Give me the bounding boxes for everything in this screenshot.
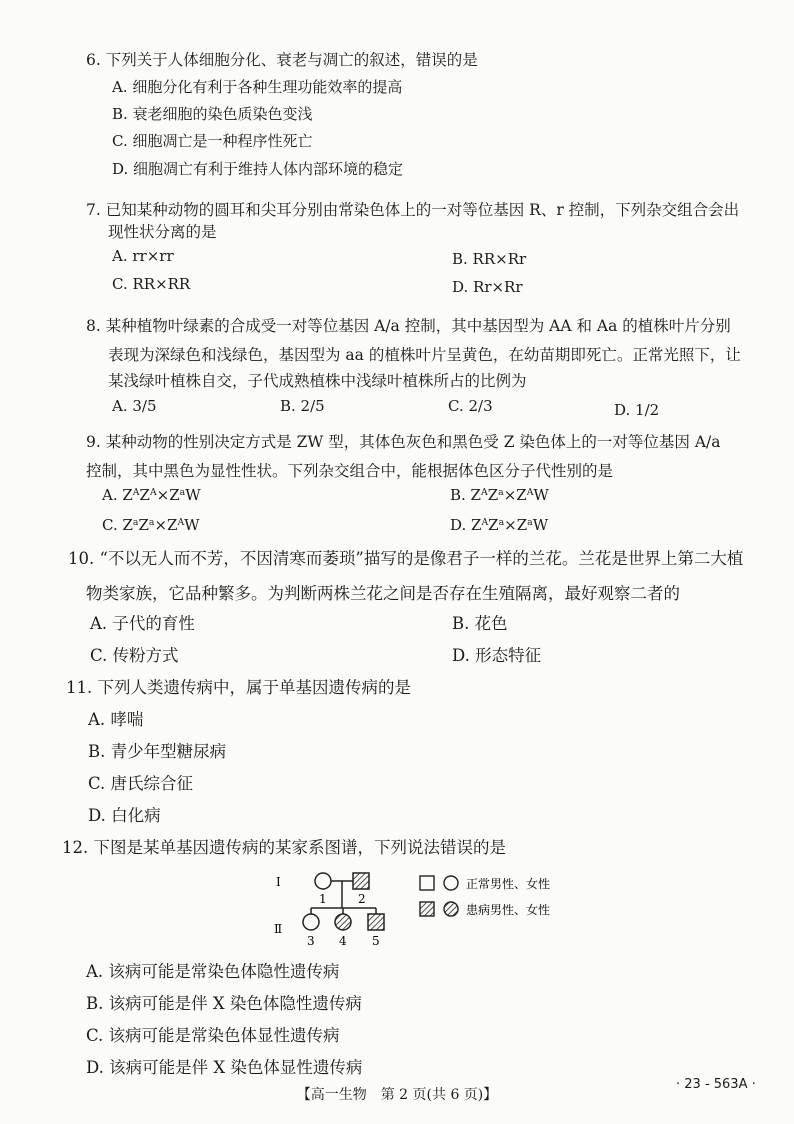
legend-affected-label: 患病男性、女性 — [466, 903, 551, 917]
individual-2-affected-male — [353, 873, 369, 889]
q9-option-d: D. $Z^AZ^a\times Z^aW$ — [450, 516, 549, 534]
q8-option-c: C. 2/3 — [448, 397, 493, 415]
individual-1-normal-female — [315, 873, 331, 889]
q12-option-d: D. 该病可能是伴 X 染色体显性遗传病 — [86, 1058, 363, 1077]
q12-option-b: B. 该病可能是伴 X 染色体隐性遗传病 — [86, 994, 362, 1013]
q7-stem-line2: 现性状分离的是 — [108, 223, 217, 241]
q6-option-c: C. 细胞凋亡是一种程序性死亡 — [112, 132, 313, 150]
q10-stem-line1: 10. “不以无人而不芳，不因清寒而萎琐”描写的是像君子一样的兰花。兰花是世界上第二大植 — [68, 549, 744, 568]
q9-option-c: C. $Z^aZ^a\times Z^AW$ — [102, 516, 200, 534]
generation-1-label: I — [276, 875, 281, 889]
legend-affected-male-icon — [420, 902, 434, 916]
q9-stem-line1: 9. 某种动物的性别决定方式是 ZW 型，其体色灰色和黑色受 Z 染色体上的一对等位基因 A/a — [86, 433, 721, 451]
q12-option-a: A. 该病可能是常染色体隐性遗传病 — [86, 962, 340, 981]
q10-option-b: B. 花色 — [452, 614, 508, 633]
q11-stem: 11. 下列人类遗传病中，属于单基因遗传病的是 — [66, 678, 411, 697]
legend-normal-female-icon — [444, 876, 458, 890]
individual-3-normal-female — [303, 914, 319, 930]
q7-option-c: C. RR×RR — [112, 275, 191, 293]
individual-1-number: 1 — [319, 892, 327, 906]
q11-option-b: B. 青少年型糖尿病 — [88, 742, 227, 761]
q9-stem-line2: 控制，其中黑色为显性性状。下列杂交组合中，能根据体色区分子代性别的是 — [86, 462, 614, 480]
individual-5-number: 5 — [372, 934, 380, 948]
q7-option-a: A. rr×rr — [112, 247, 174, 265]
q8-option-a: A. 3/5 — [112, 397, 157, 415]
individual-2-number: 2 — [358, 892, 366, 906]
individual-5-affected-male — [368, 914, 384, 930]
q8-option-b: B. 2/5 — [280, 397, 325, 415]
q7-option-d: D. Rr×Rr — [452, 278, 523, 296]
q6-stem: 6. 下列关于人体细胞分化、衰老与凋亡的叙述，错误的是 — [86, 51, 478, 69]
exam-code: · 23 - 563A · — [676, 1077, 756, 1092]
individual-4-affected-female — [335, 914, 351, 930]
q10-option-c: C. 传粉方式 — [90, 646, 179, 665]
q11-option-c: C. 唐氏综合征 — [88, 774, 194, 793]
q11-option-d: D. 白化病 — [88, 806, 161, 825]
q7-option-b: B. RR×Rr — [452, 250, 527, 268]
pedigree-chart — [270, 866, 590, 948]
individual-3-number: 3 — [307, 934, 315, 948]
q8-stem-line3: 某浅绿叶植株自交，子代成熟植株中浅绿叶植株所占的比例为 — [108, 372, 527, 390]
generation-2-label: Ⅱ — [274, 922, 283, 936]
q8-option-d: D. 1/2 — [614, 401, 660, 419]
q6-option-b: B. 衰老细胞的染色质染色变浅 — [112, 105, 313, 123]
q8-stem-line1: 8. 某种植物叶绿素的合成受一对等位基因 A/a 控制，其中基因型为 AA 和 Aa 的植株叶片分别 — [86, 317, 731, 335]
q7-stem-line1: 7. 已知某种动物的圆耳和尖耳分别由常染色体上的一对等位基因 R、r 控制，下列杂交组合会出 — [86, 201, 740, 219]
q9-option-a: A. $Z^AZ^A\times Z^aW$ — [102, 486, 201, 504]
q9-option-b: B. $Z^AZ^a\times Z^AW$ — [450, 486, 549, 504]
q10-option-a: A. 子代的育性 — [90, 614, 195, 633]
q12-option-c: C. 该病可能是常染色体显性遗传病 — [86, 1026, 340, 1045]
q10-option-d: D. 形态特征 — [452, 646, 542, 665]
page-footer: 【高一生物 第 2 页(共 6 页)】 — [296, 1087, 498, 1103]
q6-option-a: A. 细胞分化有利于各种生理功能效率的提高 — [112, 78, 403, 96]
q11-option-a: A. 哮喘 — [88, 710, 144, 729]
q12-stem: 12. 下图是某单基因遗传病的某家系图谱，下列说法错误的是 — [62, 838, 506, 857]
legend-affected-female-icon — [444, 902, 458, 916]
legend-normal-label: 正常男性、女性 — [466, 877, 551, 891]
q8-stem-line2: 表现为深绿色和浅绿色，基因型为 aa 的植株叶片呈黄色，在幼苗期即死亡。正常光照下，让 — [108, 346, 741, 364]
q6-option-d: D. 细胞凋亡有利于维持人体内部环境的稳定 — [112, 160, 404, 178]
legend-normal-male-icon — [420, 876, 434, 890]
individual-4-number: 4 — [339, 934, 347, 948]
q10-stem-line2: 物类家族，它品种繁多。为判断两株兰花之间是否存在生殖隔离，最好观察二者的 — [86, 584, 680, 603]
